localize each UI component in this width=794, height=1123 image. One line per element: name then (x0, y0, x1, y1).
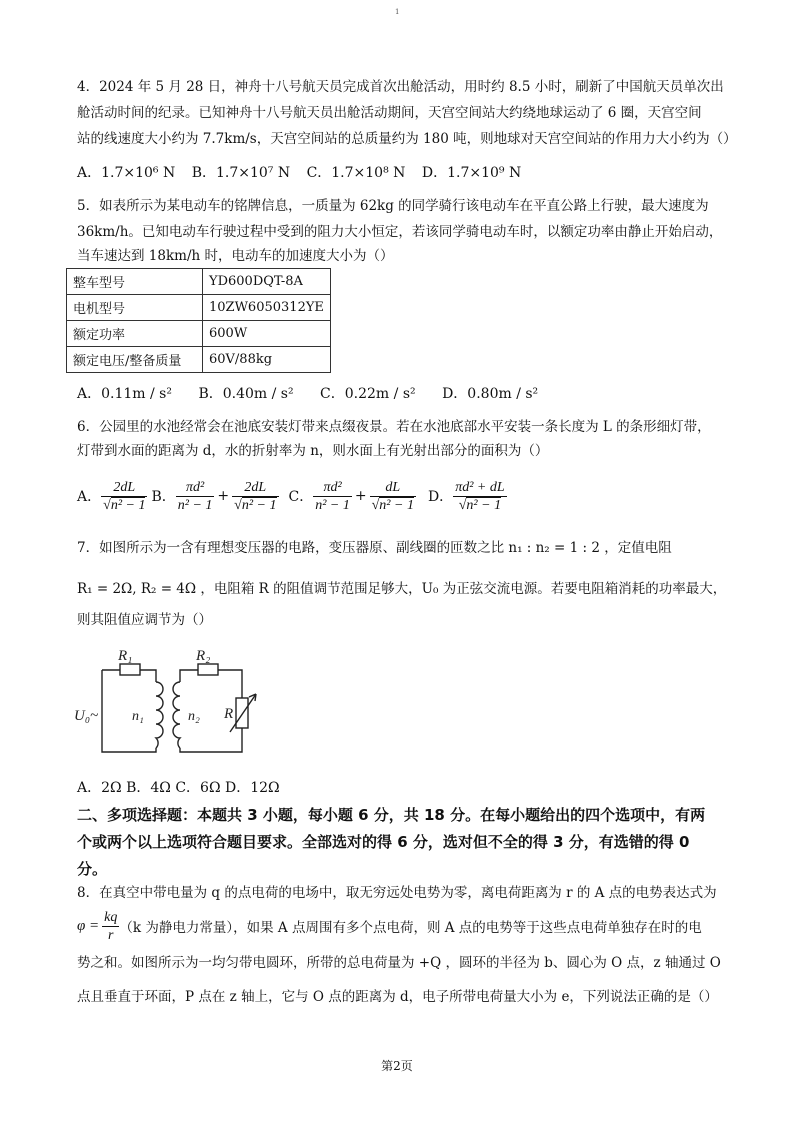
table-cell: 600W (203, 321, 331, 347)
option-label: C． (288, 489, 314, 505)
table-cell: 额定功率 (67, 321, 203, 347)
label-n2: n₂ (188, 709, 200, 724)
fraction (101, 479, 147, 514)
q5-option-a[interactable]: A．0.11m / s² (77, 386, 172, 402)
fraction (313, 479, 352, 514)
wire (140, 670, 156, 682)
q8-line-4: 点且垂直于环面，P 点在 z 轴上，它与 O 点的距离为 d，电子所带电荷量大小为 e，下列说法正确的是（） (77, 989, 718, 1005)
denominator: √n² − 1 (371, 497, 414, 513)
numerator: kq (104, 909, 118, 925)
variable-arrow (230, 694, 256, 732)
q6-option-d[interactable] (428, 479, 507, 514)
denominator: √n² − 1 (103, 497, 146, 513)
q8-line-2 (77, 906, 702, 946)
q7-line-1: 7．如图所示为一含有理想变压器的电路，变压器原、副线圈的匝数之比 n₁ : n₂ = 1 : 2 ，定值电阻 (77, 540, 672, 556)
wire (180, 728, 242, 752)
label-n1: n₁ (132, 709, 144, 724)
numerator: 2dL (232, 479, 278, 497)
plus-sign: + (217, 488, 230, 504)
fraction (176, 479, 215, 514)
wire (180, 670, 198, 682)
wire (102, 670, 156, 752)
label-r2: R₂ (196, 648, 211, 664)
table-cell: 电机型号 (67, 295, 203, 321)
transformer-circuit-diagram (72, 640, 272, 770)
q7-options[interactable]: A．2Ω B．4Ω C．6Ω D．12Ω (77, 780, 280, 796)
denominator: r (108, 927, 114, 943)
q4-line-1: 4．2024 年 5 月 28 日，神舟十八号航天员完成首次出舱活动，用时约 8.5 小时，刷新了中国航天员单次出 (77, 79, 724, 95)
denominator: √n² − 1 (234, 497, 277, 513)
q6-line-1: 6．公园里的水池经常会在池底安装灯带来点缀夜景。若在水池底部水平安装一条长度为 L 的条形细灯带， (77, 419, 711, 435)
q8-line-2-text: （k 为静电力常量），如果 A 点周围有多个点电荷，则 A 点的电势等于这些点电荷单独存在时的电 (119, 920, 702, 936)
q8-line-3: 势之和。如图所示为一均匀带电圆环，所带的总电荷量为 +Q ，圆环的半径为 b、圆心为 O 点，z 轴通过 O (77, 955, 721, 971)
numerator: πd² (176, 479, 215, 497)
fraction (232, 479, 278, 514)
q6-option-a[interactable] (77, 479, 147, 514)
section-2-heading-line-3: 分。 (77, 860, 108, 878)
numerator: πd² + dL (455, 479, 505, 495)
radicand: n² − 1 (241, 497, 277, 513)
q4-option-a[interactable]: A．1.7×10⁶ N (77, 165, 176, 181)
q6-option-b[interactable] (151, 479, 278, 514)
radicand: n² − 1 (110, 497, 146, 513)
label-r: R (224, 706, 234, 722)
resistance-box-r (236, 698, 248, 728)
label-u0: U₀~ (74, 708, 99, 724)
label-r1: R₁ (118, 648, 133, 664)
q6-options (77, 472, 507, 520)
phi-symbol: φ = (77, 917, 100, 934)
resistor-r1 (120, 664, 140, 675)
q5-options (77, 384, 550, 404)
q4-options (77, 163, 533, 183)
q7-line-3: 则其阻值应调节为（） (77, 612, 212, 628)
q5-option-d[interactable]: D．0.80m / s² (442, 386, 539, 402)
table-row (67, 347, 331, 373)
q5-line-2: 36km/h。已知电动车行驶过程中受到的阻力大小恒定，若该同学骑电动车时，以额定功率由静止开始启动， (77, 224, 723, 240)
q5-option-b[interactable]: B．0.40m / s² (198, 386, 294, 402)
q5-line-3: 当车速达到 18km/h 时，电动车的加速度大小为（） (77, 248, 394, 264)
q6-option-c[interactable] (289, 479, 416, 514)
section-2-heading-line-1: 二、多项选择题：本题共 3 小题，每小题 6 分，共 18 分。在每小题给出的四个选项中，有两 (77, 806, 706, 824)
fraction (453, 479, 506, 514)
q4-line-2: 舱活动时间的纪录。已知神舟十八号航天员出舱活动期间，天宫空间站大约绕地球运动了 6 圈，天宫空间 (77, 105, 702, 121)
denominator: n² − 1 (315, 497, 350, 513)
denominator: n² − 1 (177, 497, 213, 513)
table-cell: 10ZW6050312YE (203, 295, 331, 321)
fraction (370, 479, 416, 514)
secondary-coil (173, 682, 180, 748)
wire (218, 670, 242, 698)
q5-line-1: 5．如表所示为某电动车的铭牌信息，一质量为 62kg 的同学骑行该电动车在平直公路上行驶，最大速度为 (77, 198, 709, 214)
q4-line-3: 站的线速度大小约为 7.7km/s，天宫空间站的总质量约为 180 吨，则地球对天宫空间站的作用力大小约为（） (77, 131, 737, 147)
table-cell: 额定电压/整备质量 (67, 347, 203, 373)
option-label: A． (77, 489, 102, 505)
option-label: D． (427, 489, 454, 505)
denominator: √n² − 1 (458, 497, 502, 513)
q4-option-c[interactable]: C．1.7×10⁸ N (306, 165, 406, 181)
nameplate-table (66, 268, 331, 373)
radicand: n² − 1 (379, 497, 414, 513)
option-label: B． (151, 489, 176, 505)
plus-sign: + (354, 488, 367, 504)
q7-line-2: R₁ = 2Ω, R₂ = 4Ω ，电阻箱 R 的阻值调节范围足够大，U₀ 为正弦交流电源。若要电阻箱消耗的功率最大， (77, 581, 727, 597)
table-row (67, 321, 331, 347)
potential-fraction (102, 909, 119, 944)
section-2-heading-line-2: 个或两个以上选项符合题目要求。全部选对的得 6 分，选对但不全的得 3 分，有选错的得 0 (77, 833, 690, 851)
table-cell: YD600DQT-8A (203, 269, 331, 295)
primary-coil (156, 682, 163, 748)
q5-option-c[interactable]: C．0.22m / s² (320, 386, 416, 402)
radicand: n² − 1 (466, 497, 502, 513)
numerator: πd² (313, 479, 352, 497)
page-top-mark: 1 (395, 8, 400, 16)
table-cell: 60V/88kg (203, 347, 331, 373)
resistor-r2 (198, 664, 218, 675)
numerator: 2dL (101, 479, 147, 497)
q4-option-d[interactable]: D．1.7×10⁹ N (421, 165, 522, 181)
table-row (67, 269, 331, 295)
table-cell: 整车型号 (67, 269, 203, 295)
q4-option-b[interactable]: B．1.7×10⁷ N (191, 165, 291, 181)
q8-line-1: 8．在真空中带电量为 q 的点电荷的电场中，取无穷远处电势为零，离电荷距离为 r 的 A 点的电势表达式为 (77, 885, 717, 901)
numerator: dL (370, 479, 416, 497)
q6-line-2: 灯带到水面的距离为 d，水的折射率为 n，则水面上有光射出部分的面积为（） (77, 443, 549, 459)
table-row (67, 295, 331, 321)
page-footer: 第2页 (381, 1059, 413, 1073)
